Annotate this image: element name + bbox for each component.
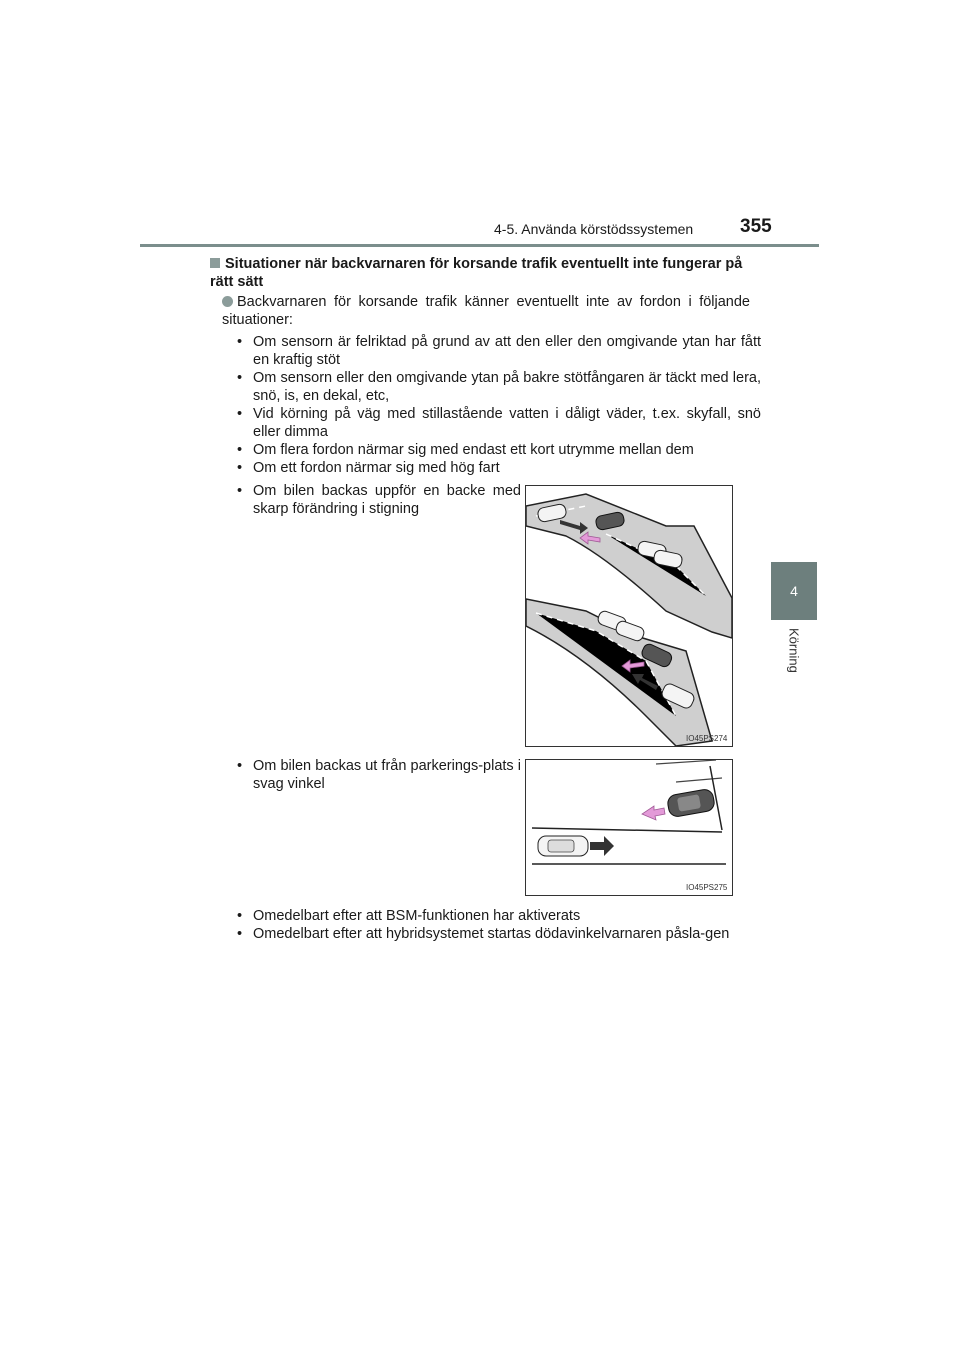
list-item: • Omedelbart efter att hybridsystemet startas dödavinkelvarnaren påsla-gen [237,926,730,942]
list-item: • Om sensorn eller den omgivande ytan på bakre stötfångaren är täckt med lera, snö, is, en dekal, etc, [237,370,761,404]
list-item: • Om bilen backas uppför en backe med skarp förändring i stigning [237,483,521,517]
list-item: • Om sensorn är felriktad på grund av att den eller den omgivande ytan har fått en kraftig stöt [237,334,761,368]
chapter-title: Körning [786,628,802,673]
list-item: • Om bilen backas ut från parkerings-plats i svag vinkel [237,758,521,792]
approaching-car [538,836,588,856]
square-bullet-icon [210,258,220,268]
figure-code: IO45PS275 [686,883,728,892]
list-item: • Vid körning på väg med stillastående vatten i dåligt väder, t.ex. skyfall, snö eller dimma [237,406,761,440]
dark-arrow-icon [590,836,614,856]
chapter-tab[interactable] [771,562,817,620]
chapter-number: 4 [790,583,798,599]
parking-lot-graphic [526,760,732,895]
section-title: 4-5. Använda körstödssystemen [494,221,694,237]
intro-paragraph [222,293,750,329]
list-item: • Om ett fordon närmar sig med hög fart [237,460,500,476]
list-item: • Om flera fordon närmar sig med endast ett kort utrymme mellan dem [237,442,694,458]
slope-roads-graphic [526,486,732,746]
subsection-heading [210,255,750,291]
slope-illustration [525,485,733,747]
reversing-car [666,788,715,818]
pink-arrow-icon [642,806,665,820]
heading-text: Situationer när backvarnaren för korsande trafik eventuellt inte fungerar på rätt sätt [210,256,743,290]
list-item: • Omedelbart efter att BSM-funktionen har aktiverats [237,908,581,924]
intro-text: Backvarnaren för korsande trafik känner eventuellt inte av fordon i följande situationer: [222,294,750,328]
round-bullet-icon [222,296,233,307]
header-rule [140,244,819,247]
page-number: 355 [740,216,772,237]
figure-code: IO45PS274 [686,734,728,743]
parking-illustration [525,759,733,896]
